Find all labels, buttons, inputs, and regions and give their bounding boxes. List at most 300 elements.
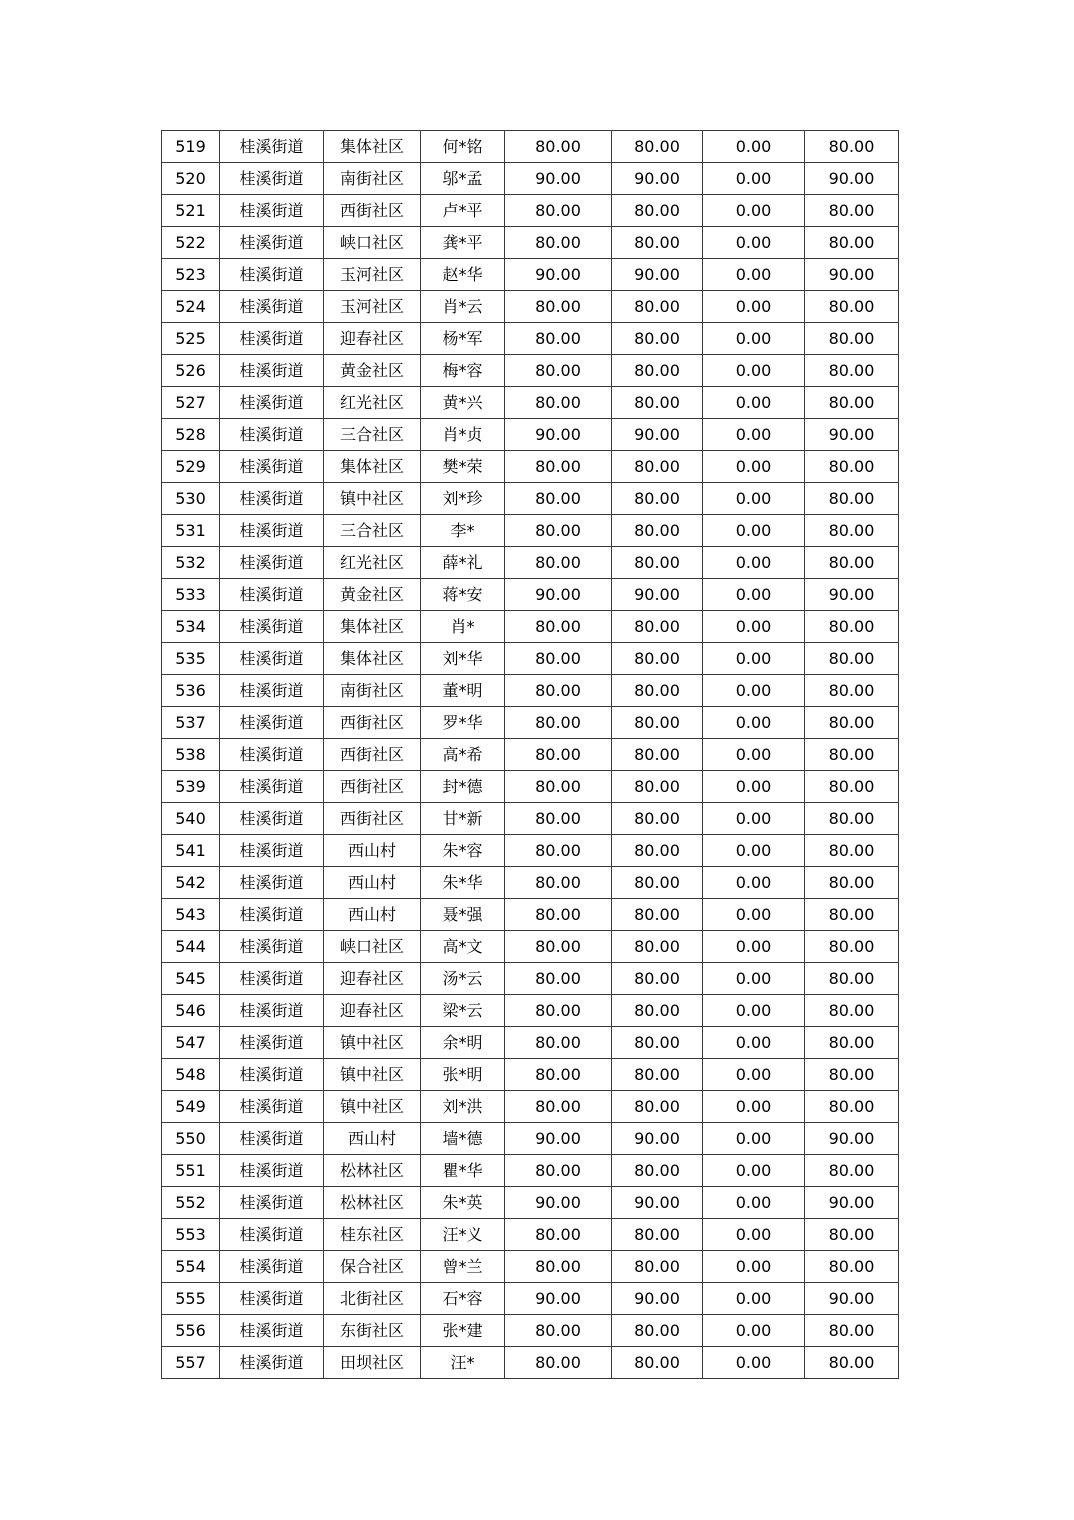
row-number-cell: 553	[162, 1219, 220, 1251]
row-number-cell: 521	[162, 195, 220, 227]
name-cell: 朱*容	[421, 835, 505, 867]
amount-cell-2: 90.00	[612, 163, 703, 195]
amount-cell-3: 0.00	[703, 1219, 805, 1251]
amount-cell-2: 80.00	[612, 675, 703, 707]
community-cell: 玉河社区	[324, 259, 421, 291]
amount-cell-1: 90.00	[505, 579, 612, 611]
amount-cell-4: 80.00	[805, 1091, 899, 1123]
row-number-cell: 555	[162, 1283, 220, 1315]
table-row	[162, 1059, 899, 1091]
name-cell: 高*希	[421, 739, 505, 771]
table-row	[162, 931, 899, 963]
table-row	[162, 995, 899, 1027]
amount-cell-2: 80.00	[612, 1251, 703, 1283]
amount-cell-3: 0.00	[703, 483, 805, 515]
community-cell: 峡口社区	[324, 931, 421, 963]
amount-cell-4: 80.00	[805, 867, 899, 899]
subdistrict-cell: 桂溪街道	[220, 1219, 324, 1251]
community-cell: 西街社区	[324, 771, 421, 803]
subdistrict-cell: 桂溪街道	[220, 995, 324, 1027]
amount-cell-1: 80.00	[505, 227, 612, 259]
subdistrict-cell: 桂溪街道	[220, 899, 324, 931]
amount-cell-2: 80.00	[612, 899, 703, 931]
amount-cell-1: 80.00	[505, 771, 612, 803]
subdistrict-cell: 桂溪街道	[220, 227, 324, 259]
amount-cell-2: 80.00	[612, 739, 703, 771]
amount-cell-2: 80.00	[612, 291, 703, 323]
table-row	[162, 643, 899, 675]
amount-cell-2: 80.00	[612, 387, 703, 419]
amount-cell-4: 80.00	[805, 547, 899, 579]
subdistrict-cell: 桂溪街道	[220, 963, 324, 995]
row-number-cell: 547	[162, 1027, 220, 1059]
amount-cell-1: 80.00	[505, 1091, 612, 1123]
name-cell: 董*明	[421, 675, 505, 707]
amount-cell-3: 0.00	[703, 1027, 805, 1059]
table-row	[162, 1315, 899, 1347]
amount-cell-4: 80.00	[805, 1219, 899, 1251]
amount-cell-2: 80.00	[612, 643, 703, 675]
community-cell: 南街社区	[324, 163, 421, 195]
amount-cell-2: 90.00	[612, 1123, 703, 1155]
subdistrict-cell: 桂溪街道	[220, 259, 324, 291]
amount-cell-1: 80.00	[505, 995, 612, 1027]
row-number-cell: 557	[162, 1347, 220, 1379]
amount-cell-4: 80.00	[805, 355, 899, 387]
subdistrict-cell: 桂溪街道	[220, 867, 324, 899]
subdistrict-cell: 桂溪街道	[220, 1187, 324, 1219]
community-cell: 北街社区	[324, 1283, 421, 1315]
amount-cell-3: 0.00	[703, 355, 805, 387]
community-cell: 松林社区	[324, 1155, 421, 1187]
name-cell: 封*德	[421, 771, 505, 803]
community-cell: 镇中社区	[324, 483, 421, 515]
row-number-cell: 527	[162, 387, 220, 419]
amount-cell-2: 80.00	[612, 323, 703, 355]
amount-cell-4: 80.00	[805, 963, 899, 995]
community-cell: 玉河社区	[324, 291, 421, 323]
amount-cell-4: 80.00	[805, 771, 899, 803]
subdistrict-cell: 桂溪街道	[220, 931, 324, 963]
amount-cell-3: 0.00	[703, 1059, 805, 1091]
amount-cell-1: 80.00	[505, 451, 612, 483]
row-number-cell: 544	[162, 931, 220, 963]
amount-cell-1: 80.00	[505, 131, 612, 163]
amount-cell-3: 0.00	[703, 643, 805, 675]
row-number-cell: 519	[162, 131, 220, 163]
name-cell: 肖*	[421, 611, 505, 643]
name-cell: 李*	[421, 515, 505, 547]
amount-cell-1: 80.00	[505, 611, 612, 643]
amount-cell-1: 80.00	[505, 803, 612, 835]
row-number-cell: 554	[162, 1251, 220, 1283]
amount-cell-4: 90.00	[805, 259, 899, 291]
subdistrict-cell: 桂溪街道	[220, 739, 324, 771]
community-cell: 西山村	[324, 835, 421, 867]
amount-cell-4: 80.00	[805, 1315, 899, 1347]
row-number-cell: 522	[162, 227, 220, 259]
amount-cell-2: 80.00	[612, 1027, 703, 1059]
amount-cell-1: 80.00	[505, 867, 612, 899]
subdistrict-cell: 桂溪街道	[220, 451, 324, 483]
amount-cell-1: 80.00	[505, 899, 612, 931]
amount-cell-2: 80.00	[612, 867, 703, 899]
amount-cell-1: 90.00	[505, 1123, 612, 1155]
table-row	[162, 1283, 899, 1315]
table-row	[162, 131, 899, 163]
community-cell: 南街社区	[324, 675, 421, 707]
name-cell: 甘*新	[421, 803, 505, 835]
community-cell: 镇中社区	[324, 1091, 421, 1123]
amount-cell-4: 80.00	[805, 995, 899, 1027]
amount-cell-1: 80.00	[505, 291, 612, 323]
amount-cell-4: 90.00	[805, 1283, 899, 1315]
amount-cell-3: 0.00	[703, 259, 805, 291]
amount-cell-4: 90.00	[805, 579, 899, 611]
row-number-cell: 534	[162, 611, 220, 643]
subdistrict-cell: 桂溪街道	[220, 643, 324, 675]
amount-cell-4: 90.00	[805, 163, 899, 195]
subdistrict-cell: 桂溪街道	[220, 1091, 324, 1123]
amount-cell-4: 80.00	[805, 227, 899, 259]
roster-table-body	[162, 131, 899, 1379]
name-cell: 张*明	[421, 1059, 505, 1091]
amount-cell-3: 0.00	[703, 1283, 805, 1315]
name-cell: 罗*华	[421, 707, 505, 739]
community-cell: 田坝社区	[324, 1347, 421, 1379]
community-cell: 西山村	[324, 899, 421, 931]
table-row	[162, 1027, 899, 1059]
table-row	[162, 227, 899, 259]
row-number-cell: 525	[162, 323, 220, 355]
amount-cell-3: 0.00	[703, 291, 805, 323]
amount-cell-3: 0.00	[703, 1347, 805, 1379]
amount-cell-4: 80.00	[805, 291, 899, 323]
name-cell: 黄*兴	[421, 387, 505, 419]
row-number-cell: 539	[162, 771, 220, 803]
amount-cell-1: 80.00	[505, 1251, 612, 1283]
name-cell: 杨*军	[421, 323, 505, 355]
amount-cell-2: 80.00	[612, 483, 703, 515]
amount-cell-2: 80.00	[612, 803, 703, 835]
community-cell: 迎春社区	[324, 323, 421, 355]
name-cell: 汤*云	[421, 963, 505, 995]
community-cell: 迎春社区	[324, 995, 421, 1027]
amount-cell-2: 90.00	[612, 259, 703, 291]
subdistrict-cell: 桂溪街道	[220, 1251, 324, 1283]
roster-table	[161, 130, 899, 1379]
amount-cell-2: 80.00	[612, 1219, 703, 1251]
row-number-cell: 529	[162, 451, 220, 483]
amount-cell-2: 80.00	[612, 131, 703, 163]
table-row	[162, 611, 899, 643]
amount-cell-1: 90.00	[505, 419, 612, 451]
community-cell: 西街社区	[324, 707, 421, 739]
row-number-cell: 543	[162, 899, 220, 931]
amount-cell-3: 0.00	[703, 1155, 805, 1187]
amount-cell-2: 80.00	[612, 227, 703, 259]
table-row	[162, 1347, 899, 1379]
table-row	[162, 835, 899, 867]
subdistrict-cell: 桂溪街道	[220, 1347, 324, 1379]
amount-cell-3: 0.00	[703, 899, 805, 931]
amount-cell-3: 0.00	[703, 1091, 805, 1123]
name-cell: 邬*孟	[421, 163, 505, 195]
community-cell: 三合社区	[324, 515, 421, 547]
amount-cell-4: 80.00	[805, 1347, 899, 1379]
amount-cell-2: 80.00	[612, 451, 703, 483]
name-cell: 何*铭	[421, 131, 505, 163]
amount-cell-2: 80.00	[612, 835, 703, 867]
name-cell: 汪*	[421, 1347, 505, 1379]
community-cell: 保合社区	[324, 1251, 421, 1283]
amount-cell-4: 80.00	[805, 611, 899, 643]
name-cell: 刘*珍	[421, 483, 505, 515]
amount-cell-3: 0.00	[703, 387, 805, 419]
amount-cell-3: 0.00	[703, 547, 805, 579]
community-cell: 峡口社区	[324, 227, 421, 259]
amount-cell-1: 90.00	[505, 1187, 612, 1219]
amount-cell-2: 80.00	[612, 547, 703, 579]
row-number-cell: 540	[162, 803, 220, 835]
row-number-cell: 556	[162, 1315, 220, 1347]
name-cell: 龚*平	[421, 227, 505, 259]
name-cell: 蒋*安	[421, 579, 505, 611]
community-cell: 西山村	[324, 1123, 421, 1155]
table-row	[162, 579, 899, 611]
amount-cell-2: 90.00	[612, 1187, 703, 1219]
amount-cell-4: 90.00	[805, 419, 899, 451]
name-cell: 刘*洪	[421, 1091, 505, 1123]
row-number-cell: 551	[162, 1155, 220, 1187]
row-number-cell: 535	[162, 643, 220, 675]
table-row	[162, 515, 899, 547]
community-cell: 集体社区	[324, 451, 421, 483]
amount-cell-1: 80.00	[505, 1315, 612, 1347]
community-cell: 黄金社区	[324, 355, 421, 387]
amount-cell-2: 80.00	[612, 931, 703, 963]
amount-cell-3: 0.00	[703, 1123, 805, 1155]
amount-cell-3: 0.00	[703, 835, 805, 867]
subdistrict-cell: 桂溪街道	[220, 131, 324, 163]
subdistrict-cell: 桂溪街道	[220, 1059, 324, 1091]
amount-cell-1: 80.00	[505, 707, 612, 739]
amount-cell-1: 80.00	[505, 931, 612, 963]
amount-cell-2: 80.00	[612, 995, 703, 1027]
table-row	[162, 483, 899, 515]
table-row	[162, 1091, 899, 1123]
name-cell: 樊*荣	[421, 451, 505, 483]
row-number-cell: 530	[162, 483, 220, 515]
name-cell: 卢*平	[421, 195, 505, 227]
amount-cell-2: 80.00	[612, 771, 703, 803]
row-number-cell: 537	[162, 707, 220, 739]
amount-cell-2: 90.00	[612, 579, 703, 611]
amount-cell-3: 0.00	[703, 867, 805, 899]
row-number-cell: 542	[162, 867, 220, 899]
table-row	[162, 1123, 899, 1155]
amount-cell-1: 80.00	[505, 515, 612, 547]
name-cell: 瞿*华	[421, 1155, 505, 1187]
subdistrict-cell: 桂溪街道	[220, 579, 324, 611]
amount-cell-1: 80.00	[505, 739, 612, 771]
amount-cell-3: 0.00	[703, 707, 805, 739]
row-number-cell: 533	[162, 579, 220, 611]
community-cell: 集体社区	[324, 611, 421, 643]
name-cell: 薛*礼	[421, 547, 505, 579]
table-row	[162, 771, 899, 803]
amount-cell-4: 80.00	[805, 1027, 899, 1059]
table-row	[162, 1251, 899, 1283]
amount-cell-4: 80.00	[805, 1155, 899, 1187]
amount-cell-2: 80.00	[612, 195, 703, 227]
amount-cell-2: 80.00	[612, 707, 703, 739]
amount-cell-3: 0.00	[703, 323, 805, 355]
table-row	[162, 195, 899, 227]
amount-cell-2: 80.00	[612, 963, 703, 995]
amount-cell-3: 0.00	[703, 195, 805, 227]
name-cell: 高*文	[421, 931, 505, 963]
row-number-cell: 548	[162, 1059, 220, 1091]
name-cell: 梁*云	[421, 995, 505, 1027]
row-number-cell: 550	[162, 1123, 220, 1155]
community-cell: 西山村	[324, 867, 421, 899]
row-number-cell: 532	[162, 547, 220, 579]
table-row	[162, 355, 899, 387]
subdistrict-cell: 桂溪街道	[220, 1155, 324, 1187]
amount-cell-3: 0.00	[703, 771, 805, 803]
amount-cell-1: 80.00	[505, 1155, 612, 1187]
amount-cell-4: 80.00	[805, 483, 899, 515]
amount-cell-2: 80.00	[612, 355, 703, 387]
subdistrict-cell: 桂溪街道	[220, 163, 324, 195]
amount-cell-1: 80.00	[505, 1347, 612, 1379]
subdistrict-cell: 桂溪街道	[220, 483, 324, 515]
row-number-cell: 528	[162, 419, 220, 451]
amount-cell-2: 80.00	[612, 515, 703, 547]
subdistrict-cell: 桂溪街道	[220, 1283, 324, 1315]
amount-cell-2: 80.00	[612, 611, 703, 643]
amount-cell-3: 0.00	[703, 963, 805, 995]
subdistrict-cell: 桂溪街道	[220, 387, 324, 419]
amount-cell-4: 80.00	[805, 323, 899, 355]
amount-cell-1: 80.00	[505, 675, 612, 707]
community-cell: 松林社区	[324, 1187, 421, 1219]
table-row	[162, 739, 899, 771]
amount-cell-4: 80.00	[805, 931, 899, 963]
amount-cell-1: 80.00	[505, 643, 612, 675]
amount-cell-2: 80.00	[612, 1059, 703, 1091]
amount-cell-2: 90.00	[612, 419, 703, 451]
amount-cell-1: 80.00	[505, 1059, 612, 1091]
row-number-cell: 523	[162, 259, 220, 291]
amount-cell-1: 80.00	[505, 1219, 612, 1251]
subdistrict-cell: 桂溪街道	[220, 803, 324, 835]
name-cell: 石*容	[421, 1283, 505, 1315]
community-cell: 黄金社区	[324, 579, 421, 611]
table-row	[162, 259, 899, 291]
subdistrict-cell: 桂溪街道	[220, 355, 324, 387]
table-row	[162, 387, 899, 419]
subdistrict-cell: 桂溪街道	[220, 195, 324, 227]
table-row	[162, 803, 899, 835]
name-cell: 刘*华	[421, 643, 505, 675]
amount-cell-3: 0.00	[703, 1187, 805, 1219]
community-cell: 西街社区	[324, 739, 421, 771]
subdistrict-cell: 桂溪街道	[220, 835, 324, 867]
row-number-cell: 531	[162, 515, 220, 547]
table-row	[162, 1187, 899, 1219]
amount-cell-2: 80.00	[612, 1347, 703, 1379]
amount-cell-2: 90.00	[612, 1283, 703, 1315]
amount-cell-4: 80.00	[805, 515, 899, 547]
table-row	[162, 867, 899, 899]
amount-cell-1: 80.00	[505, 483, 612, 515]
amount-cell-4: 80.00	[805, 835, 899, 867]
amount-cell-4: 80.00	[805, 707, 899, 739]
community-cell: 红光社区	[324, 547, 421, 579]
amount-cell-3: 0.00	[703, 419, 805, 451]
community-cell: 红光社区	[324, 387, 421, 419]
community-cell: 迎春社区	[324, 963, 421, 995]
table-row	[162, 291, 899, 323]
amount-cell-1: 80.00	[505, 323, 612, 355]
community-cell: 东街社区	[324, 1315, 421, 1347]
name-cell: 肖*云	[421, 291, 505, 323]
table-row	[162, 323, 899, 355]
community-cell: 集体社区	[324, 131, 421, 163]
amount-cell-4: 80.00	[805, 451, 899, 483]
row-number-cell: 546	[162, 995, 220, 1027]
subdistrict-cell: 桂溪街道	[220, 675, 324, 707]
amount-cell-3: 0.00	[703, 1315, 805, 1347]
name-cell: 张*建	[421, 1315, 505, 1347]
community-cell: 镇中社区	[324, 1059, 421, 1091]
amount-cell-4: 80.00	[805, 1251, 899, 1283]
row-number-cell: 538	[162, 739, 220, 771]
amount-cell-4: 80.00	[805, 195, 899, 227]
amount-cell-3: 0.00	[703, 995, 805, 1027]
amount-cell-3: 0.00	[703, 675, 805, 707]
amount-cell-3: 0.00	[703, 163, 805, 195]
table-row	[162, 1219, 899, 1251]
row-number-cell: 545	[162, 963, 220, 995]
row-number-cell: 541	[162, 835, 220, 867]
amount-cell-2: 80.00	[612, 1315, 703, 1347]
community-cell: 三合社区	[324, 419, 421, 451]
community-cell: 镇中社区	[324, 1027, 421, 1059]
table-row	[162, 419, 899, 451]
community-cell: 集体社区	[324, 643, 421, 675]
amount-cell-1: 80.00	[505, 547, 612, 579]
amount-cell-4: 80.00	[805, 739, 899, 771]
subdistrict-cell: 桂溪街道	[220, 515, 324, 547]
amount-cell-4: 80.00	[805, 803, 899, 835]
community-cell: 西街社区	[324, 803, 421, 835]
amount-cell-4: 80.00	[805, 643, 899, 675]
table-row	[162, 675, 899, 707]
amount-cell-1: 80.00	[505, 387, 612, 419]
name-cell: 墙*德	[421, 1123, 505, 1155]
subdistrict-cell: 桂溪街道	[220, 611, 324, 643]
amount-cell-1: 80.00	[505, 195, 612, 227]
community-cell: 西街社区	[324, 195, 421, 227]
amount-cell-3: 0.00	[703, 579, 805, 611]
amount-cell-4: 80.00	[805, 131, 899, 163]
amount-cell-3: 0.00	[703, 931, 805, 963]
name-cell: 曾*兰	[421, 1251, 505, 1283]
row-number-cell: 520	[162, 163, 220, 195]
